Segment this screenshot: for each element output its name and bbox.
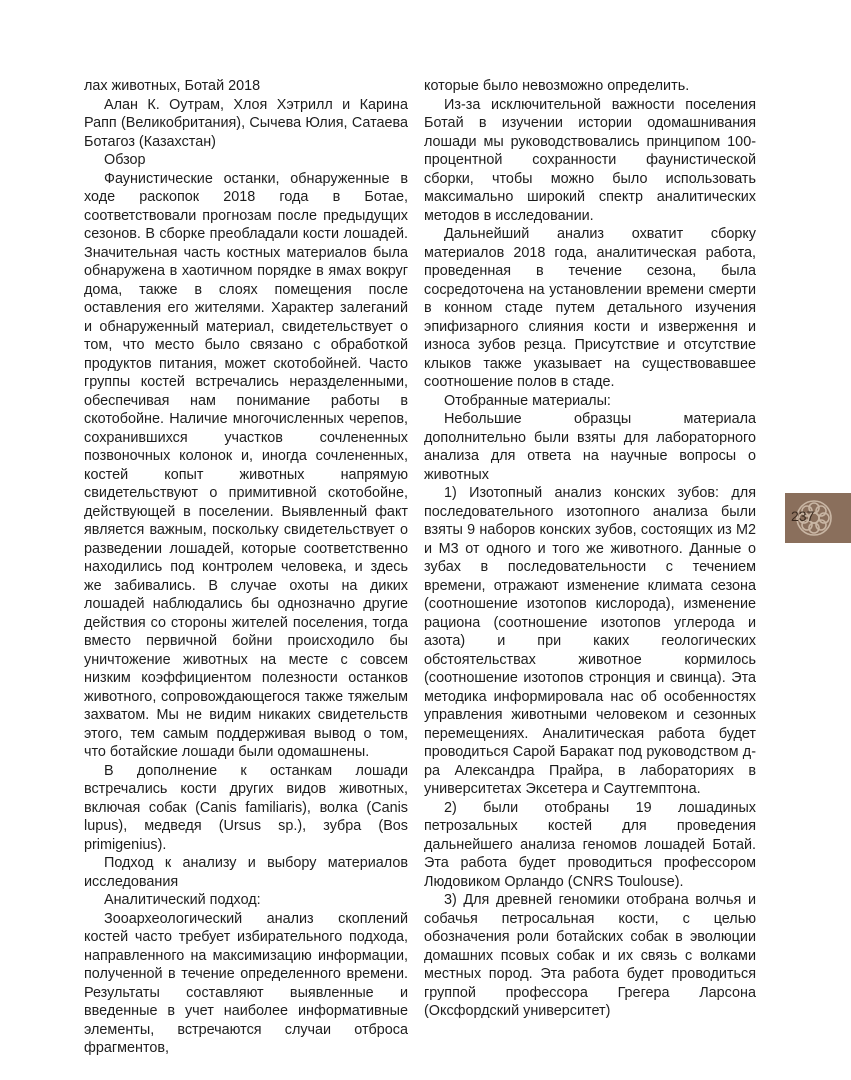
paragraph-selected-materials-heading: Отобранные материалы: (444, 392, 611, 409)
paragraph-continuation-heading: лах животных, Ботай 2018 (84, 78, 261, 94)
paragraph-analytical-approach-heading: Аналитический подход: (104, 892, 261, 908)
page-number: 237 (791, 508, 815, 524)
paragraph-faunal-remains: Фаунистические останки, обнаруженные в ходе раскопок 2018 года в Ботае, соответствовали прогнозам после предыдущих сезонов. В сборке преобладали кости лошадей. Значительная часть костных материалов была обнаружена в хаотичном порядке в ямах вокруг дома, также в слоях помещения после оставления его жителями. Характер залеганий и обнаруженный материал, свидетельствует о том, что место было связано с обработкой продуктов питания, может скотобойней. Часто группы костей встречались неразделенными, обеспечивая нам понимание работы в скотобойне. Наличие многочисленных черепов, сохранившихся участков сочлененных позвоночных колонок и, иногда сочлененных, костей копыт животных напрямую свидетельствуют о примитивной скотобойне, действующей в поселении. Выявленный факт является важным, поскольку свидетельствует о разведении лошадей, которые соответственно находились под контролем человека, и здесь же забивались. В случае охоты на диких лошадей наблюдались бы однозначно другие действия со стороны жителей поселения, тогда вместо первичной бойни происходило бы уничтожение животных на месте с совсем низким коэффициентом полезности останков животного, сопровождающегося также тяжелым захватом. Мы не видим никаких свидетельств этого, тем самым поддерживая вывод о том, что ботайские лошади были одомашнены. (84, 170, 408, 760)
right-text-column (424, 77, 756, 1021)
paragraph-small-samples: Небольшие образцы материала дополнительно были взяты для лабораторного анализа для ответа на научные вопросы о животных (424, 411, 756, 483)
paragraph-ancient-genomics: 3) Для древней геномики отобрана волчья и собачья петросальная кости, с целью обозначения роли ботайских собак в эволюции домашних псовых собак и их связь с волками местных пород. Эта работа будет проводиться группой профессора Грегера Ларсона (Оксфордский университет) (424, 892, 756, 1019)
paragraph-authors: Алан К. Оутрам, Хлоя Хэтрилл и Карина Рапп (Великобритания), Сычева Юлия, Сатаева Ботагоз (Казахстан) (84, 96, 408, 150)
paragraph-zooarchaeological-analysis: Зооархеологический анализ скоплений костей часто требует избирательного подхода, направленного на максимизацию информации, полученной в течение определенного времени. Результаты составляют выявленные и введенные в учет наиболее информативные элементы, встречаются случаи отброса фрагментов, (84, 910, 408, 1056)
left-text-column (84, 77, 408, 1058)
paragraph-approach-heading: Подход к анализу и выбору материалов исследования (84, 855, 408, 890)
paragraph-botai-importance: Из-за исключительной важности поселения Ботай в изучении истории одомашнивания лошади мы руководствовались принципом 100-процентной сохранности фаунистической сборки, чтобы можно было использовать максимально широкий спектр аналитических методов в исследовании. (424, 96, 756, 224)
paragraph-continuation: которые было невозможно определить. (424, 78, 690, 94)
paragraph-isotope-analysis: 1) Изотопный анализ конских зубов: для последовательного изотопного анализа были взяты 9 наборов конских зубов, состоящих из M2 и M3 от одного и того же животного. Данные о зубах в последовательности с течением времени, отражают изменение климата сезона (соотношение изотопов кислорода), изменение рациона (соотношение изотопов углерода и азота) и при каких геологических обстоятельствах животное кормилось (соотношение изотопов стронция и свинца). Эта методика информировала нас об особенностях управления животными человеком и сезонных перемещениях. Аналитическая работа будет проводиться Сарой Баракат под руководством д-ра Александра Прайра, в лабораториях в университетах Эксетера и Саутгемптона. (424, 485, 756, 797)
page-number-tab (785, 493, 851, 543)
paragraph-other-species: В дополнение к останкам лошади встречались кости других видов животных, включая собак (Canis familiaris), волка (Canis lupus), медведя (Ursus sp.), зубра (Bos primigenius). (84, 762, 408, 853)
paragraph-overview-heading: Обзор (104, 152, 146, 168)
paragraph-petrosal-bones: 2) были отобраны 19 лошадиных петрозальных костей для проведения дальнейшего анализа геномов лошадей Ботай. Эта работа будет проводиться профессором Людовиком Орландо (CNRS Toulouse). (424, 799, 756, 890)
paragraph-further-analysis: Дальнейший анализ охватит сборку материалов 2018 года, аналитическая работа, проведенная в течение сезона, была сосредоточена на установлении времени смерти в конном стаде путем детального изучения эпифизарного слияния кости и изверження и износа зубов резца. Присутствие и отсутствие клыков также указывает на существовавшее соотношение полов в стаде. (424, 226, 756, 390)
